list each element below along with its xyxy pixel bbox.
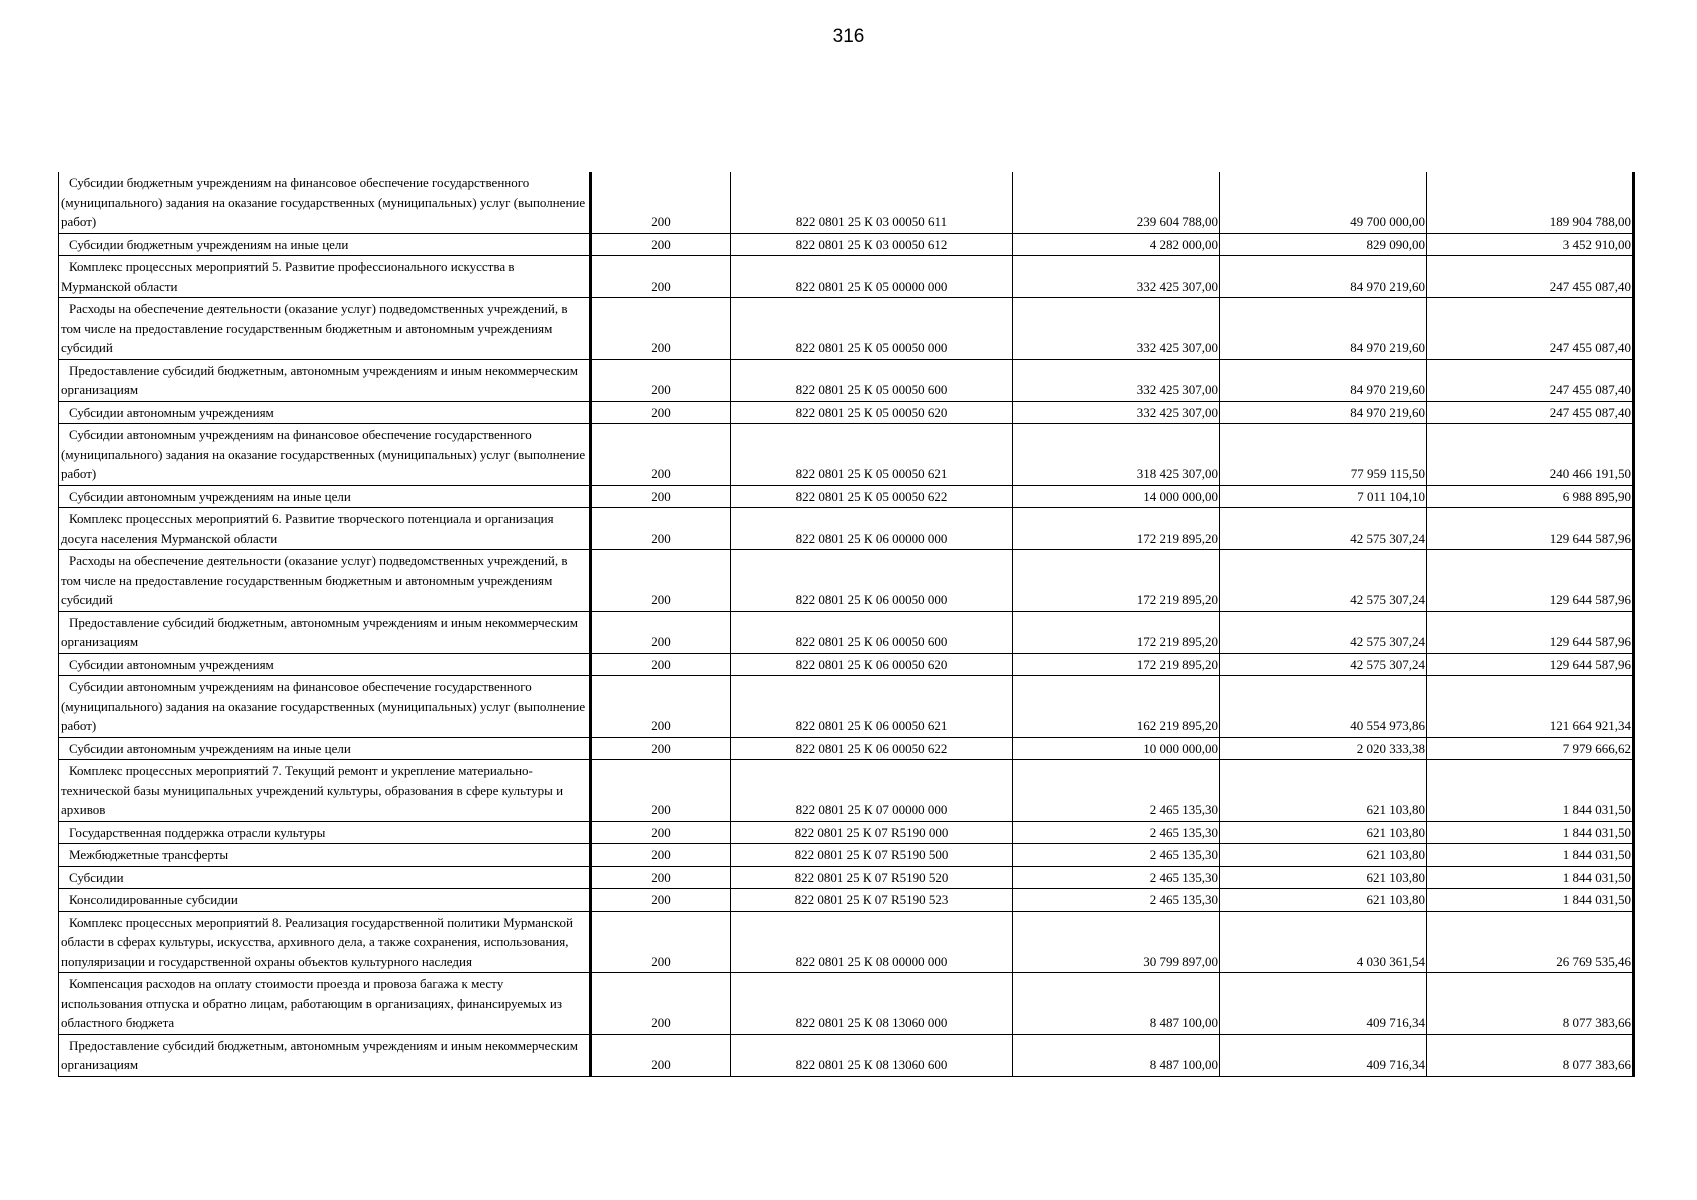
row-executed-cell: 2 020 333,38	[1220, 737, 1427, 760]
row-name-text: Субсидии бюджетным учреждениям на финансовое обеспечение государственного (муниципального) задания на оказание государственных (муниципальных) услуг (выполнение работ)	[61, 175, 586, 229]
row-name-text: Комплекс процессных мероприятий 7. Текущий ремонт и укрепление материально-технической базы муниципальных учреждений культуры, образования в сфере культуры и архивов	[61, 763, 564, 817]
row-code-cell: 200	[591, 889, 731, 912]
row-unexecuted-cell: 26 769 535,46	[1427, 911, 1634, 973]
row-kbk-cell: 822 0801 25 К 06 00050 000	[731, 550, 1013, 612]
row-executed-cell: 4 030 361,54	[1220, 911, 1427, 973]
row-kbk-cell: 822 0801 25 К 06 00050 620	[731, 653, 1013, 676]
row-executed-cell: 7 011 104,10	[1220, 485, 1427, 508]
table-row	[59, 424, 1634, 486]
row-approved-cell: 30 799 897,00	[1013, 911, 1220, 973]
table-row	[59, 401, 1634, 424]
row-approved-cell: 2 465 135,30	[1013, 889, 1220, 912]
row-name-text: Субсидии автономным учреждениям	[69, 656, 274, 672]
row-approved-cell: 172 219 895,20	[1013, 550, 1220, 612]
row-approved-cell: 2 465 135,30	[1013, 866, 1220, 889]
row-executed-cell: 84 970 219,60	[1220, 298, 1427, 360]
row-name-cell	[59, 821, 591, 844]
row-unexecuted-cell: 189 904 788,00	[1427, 172, 1634, 233]
row-unexecuted-cell: 247 455 087,40	[1427, 401, 1634, 424]
row-code-cell: 200	[591, 653, 731, 676]
row-code-cell: 200	[591, 973, 731, 1035]
row-name-text: Субсидии автономным учреждениям на иные цели	[69, 740, 351, 756]
row-kbk-cell: 822 0801 25 К 05 00000 000	[731, 256, 1013, 298]
table-row	[59, 508, 1634, 550]
row-kbk-cell: 822 0801 25 К 03 00050 612	[731, 233, 1013, 256]
row-kbk-cell: 822 0801 25 К 08 13060 000	[731, 973, 1013, 1035]
row-name-text: Субсидии автономным учреждениям на финансовое обеспечение государственного (муниципального) задания на оказание государственных (муниципальных) услуг (выполнение работ)	[61, 427, 586, 481]
row-unexecuted-cell: 1 844 031,50	[1427, 760, 1634, 822]
row-name-cell	[59, 973, 591, 1035]
row-unexecuted-cell: 1 844 031,50	[1427, 866, 1634, 889]
row-name-cell	[59, 676, 591, 738]
table-row	[59, 485, 1634, 508]
row-executed-cell: 49 700 000,00	[1220, 172, 1427, 233]
row-unexecuted-cell: 247 455 087,40	[1427, 298, 1634, 360]
row-name-text: Комплекс процессных мероприятий 8. Реализация государственной политики Мурманской области в сферах культуры, искусства, архивного дела, а также сохранения, использования, популяризации и государственной охраны объектов культурного наследия	[61, 914, 573, 969]
row-code-cell: 200	[591, 1034, 731, 1076]
row-kbk-cell: 822 0801 25 К 08 13060 600	[731, 1034, 1013, 1076]
row-unexecuted-cell: 8 077 383,66	[1427, 1034, 1634, 1076]
row-code-cell: 200	[591, 911, 731, 973]
row-code-cell: 200	[591, 866, 731, 889]
row-name-text: Субсидии бюджетным учреждениям на иные цели	[69, 236, 349, 252]
row-name-cell	[59, 611, 591, 653]
table-row	[59, 611, 1634, 653]
row-approved-cell: 172 219 895,20	[1013, 508, 1220, 550]
row-unexecuted-cell: 240 466 191,50	[1427, 424, 1634, 486]
table-row	[59, 172, 1634, 233]
row-approved-cell: 8 487 100,00	[1013, 1034, 1220, 1076]
row-kbk-cell: 822 0801 25 К 05 00050 620	[731, 401, 1013, 424]
row-executed-cell: 84 970 219,60	[1220, 256, 1427, 298]
row-approved-cell: 332 425 307,00	[1013, 298, 1220, 360]
row-kbk-cell: 822 0801 25 К 05 00050 600	[731, 359, 1013, 401]
row-executed-cell: 621 103,80	[1220, 760, 1427, 822]
row-approved-cell: 332 425 307,00	[1013, 256, 1220, 298]
row-name-cell	[59, 844, 591, 867]
row-name-text: Расходы на обеспечение деятельности (оказание услуг) подведомственных учреждений, в том числе на предоставление государственным бюджетным и автономным учреждениям субсидий	[61, 301, 568, 355]
row-executed-cell: 42 575 307,24	[1220, 653, 1427, 676]
row-code-cell: 200	[591, 172, 731, 233]
row-approved-cell: 2 465 135,30	[1013, 760, 1220, 822]
row-name-text: Комплекс процессных мероприятий 6. Развитие творческого потенциала и организация досуга населения Мурманской области	[61, 511, 554, 546]
row-unexecuted-cell: 247 455 087,40	[1427, 359, 1634, 401]
row-kbk-cell: 822 0801 25 К 05 00050 622	[731, 485, 1013, 508]
row-name-text: Консолидированные субсидии	[69, 892, 238, 907]
row-name-cell	[59, 760, 591, 822]
row-kbk-cell: 822 0801 25 К 07 00000 000	[731, 760, 1013, 822]
budget-table-body	[59, 172, 1634, 1076]
row-name-text: Предоставление субсидий бюджетным, автономным учреждениям и иным некоммерческим организациям	[61, 614, 578, 649]
row-code-cell: 200	[591, 424, 731, 486]
row-name-text: Предоставление субсидий бюджетным, автономным учреждениям и иным некоммерческим организациям	[61, 362, 578, 397]
row-code-cell: 200	[591, 550, 731, 612]
row-kbk-cell: 822 0801 25 К 06 00050 600	[731, 611, 1013, 653]
table-row	[59, 359, 1634, 401]
table-row	[59, 233, 1634, 256]
row-approved-cell: 172 219 895,20	[1013, 653, 1220, 676]
row-name-cell	[59, 401, 591, 424]
row-name-cell	[59, 424, 591, 486]
row-executed-cell: 409 716,34	[1220, 1034, 1427, 1076]
row-code-cell: 200	[591, 760, 731, 822]
table-row	[59, 1034, 1634, 1076]
table-row	[59, 911, 1634, 973]
row-approved-cell: 8 487 100,00	[1013, 973, 1220, 1035]
row-code-cell: 200	[591, 298, 731, 360]
row-name-text: Предоставление субсидий бюджетным, автономным учреждениям и иным некоммерческим организациям	[61, 1037, 578, 1072]
row-kbk-cell: 822 0801 25 К 08 00000 000	[731, 911, 1013, 973]
row-name-cell	[59, 866, 591, 889]
row-unexecuted-cell: 1 844 031,50	[1427, 844, 1634, 867]
row-name-text: Межбюджетные трансферты	[69, 847, 229, 862]
row-approved-cell: 2 465 135,30	[1013, 844, 1220, 867]
table-row	[59, 866, 1634, 889]
row-code-cell: 200	[591, 508, 731, 550]
row-name-text: Комплекс процессных мероприятий 5. Развитие профессионального искусства в Мурманской области	[61, 259, 515, 294]
table-row	[59, 676, 1634, 738]
row-name-cell	[59, 256, 591, 298]
row-executed-cell: 40 554 973,86	[1220, 676, 1427, 738]
row-approved-cell: 239 604 788,00	[1013, 172, 1220, 233]
table-row	[59, 653, 1634, 676]
row-name-cell	[59, 911, 591, 973]
row-unexecuted-cell: 129 644 587,96	[1427, 653, 1634, 676]
row-executed-cell: 621 103,80	[1220, 821, 1427, 844]
table-row	[59, 889, 1634, 912]
row-executed-cell: 42 575 307,24	[1220, 611, 1427, 653]
table-row	[59, 844, 1634, 867]
row-code-cell: 200	[591, 821, 731, 844]
row-name-text: Субсидии автономным учреждениям	[69, 404, 274, 420]
table-row	[59, 760, 1634, 822]
row-unexecuted-cell: 1 844 031,50	[1427, 821, 1634, 844]
row-unexecuted-cell: 121 664 921,34	[1427, 676, 1634, 738]
row-code-cell: 200	[591, 611, 731, 653]
row-code-cell: 200	[591, 844, 731, 867]
row-code-cell: 200	[591, 737, 731, 760]
row-name-text: Расходы на обеспечение деятельности (оказание услуг) подведомственных учреждений, в том числе на предоставление государственным бюджетным и автономным учреждениям субсидий	[61, 553, 568, 607]
row-code-cell: 200	[591, 359, 731, 401]
row-name-cell	[59, 485, 591, 508]
row-approved-cell: 172 219 895,20	[1013, 611, 1220, 653]
row-unexecuted-cell: 3 452 910,00	[1427, 233, 1634, 256]
table-row	[59, 298, 1634, 360]
row-name-cell	[59, 508, 591, 550]
table-row	[59, 550, 1634, 612]
row-name-text: Субсидии автономным учреждениям на иные цели	[69, 488, 351, 504]
row-executed-cell: 84 970 219,60	[1220, 359, 1427, 401]
row-kbk-cell: 822 0801 25 К 03 00050 611	[731, 172, 1013, 233]
row-unexecuted-cell: 1 844 031,50	[1427, 889, 1634, 912]
row-unexecuted-cell: 6 988 895,90	[1427, 485, 1634, 508]
row-name-text: Субсидии	[69, 869, 124, 885]
row-name-cell	[59, 1034, 591, 1076]
row-executed-cell: 621 103,80	[1220, 889, 1427, 912]
row-approved-cell: 10 000 000,00	[1013, 737, 1220, 760]
row-executed-cell: 77 959 115,50	[1220, 424, 1427, 486]
row-code-cell: 200	[591, 676, 731, 738]
row-executed-cell: 621 103,80	[1220, 844, 1427, 867]
row-name-text: Государственная поддержка отрасли культуры	[69, 824, 326, 840]
row-unexecuted-cell: 7 979 666,62	[1427, 737, 1634, 760]
row-name-cell	[59, 298, 591, 360]
row-unexecuted-cell: 247 455 087,40	[1427, 256, 1634, 298]
row-name-text: Субсидии автономным учреждениям на финансовое обеспечение государственного (муниципального) задания на оказание государственных (муниципальных) услуг (выполнение работ)	[61, 679, 586, 733]
row-executed-cell: 621 103,80	[1220, 866, 1427, 889]
row-code-cell: 200	[591, 233, 731, 256]
row-name-cell	[59, 653, 591, 676]
row-kbk-cell: 822 0801 25 К 07 R5190 500	[731, 844, 1013, 867]
row-approved-cell: 332 425 307,00	[1013, 401, 1220, 424]
row-name-cell	[59, 359, 591, 401]
table-row	[59, 737, 1634, 760]
row-name-cell	[59, 172, 591, 233]
row-approved-cell: 4 282 000,00	[1013, 233, 1220, 256]
row-executed-cell: 409 716,34	[1220, 973, 1427, 1035]
row-kbk-cell: 822 0801 25 К 06 00050 622	[731, 737, 1013, 760]
row-approved-cell: 332 425 307,00	[1013, 359, 1220, 401]
row-name-cell	[59, 889, 591, 912]
table-row	[59, 821, 1634, 844]
page-number: 316	[832, 26, 865, 47]
row-kbk-cell: 822 0801 25 К 06 00000 000	[731, 508, 1013, 550]
row-name-cell	[59, 233, 591, 256]
row-code-cell: 200	[591, 256, 731, 298]
row-kbk-cell: 822 0801 25 К 07 R5190 523	[731, 889, 1013, 912]
row-unexecuted-cell: 129 644 587,96	[1427, 611, 1634, 653]
row-code-cell: 200	[591, 401, 731, 424]
row-unexecuted-cell: 129 644 587,96	[1427, 550, 1634, 612]
row-approved-cell: 162 219 895,20	[1013, 676, 1220, 738]
row-name-cell	[59, 737, 591, 760]
budget-table	[58, 172, 1635, 1077]
row-executed-cell: 42 575 307,24	[1220, 550, 1427, 612]
row-kbk-cell: 822 0801 25 К 05 00050 000	[731, 298, 1013, 360]
row-unexecuted-cell: 129 644 587,96	[1427, 508, 1634, 550]
table-row	[59, 973, 1634, 1035]
row-name-cell	[59, 550, 591, 612]
row-name-text: Компенсация расходов на оплату стоимости проезда и провоза багажа к месту использования отпуска и обратно лицам, работающим в организациях, финансируемых из областного бюджета	[61, 976, 562, 1030]
row-executed-cell: 84 970 219,60	[1220, 401, 1427, 424]
row-executed-cell: 42 575 307,24	[1220, 508, 1427, 550]
row-executed-cell: 829 090,00	[1220, 233, 1427, 256]
row-kbk-cell: 822 0801 25 К 07 R5190 520	[731, 866, 1013, 889]
row-kbk-cell: 822 0801 25 К 05 00050 621	[731, 424, 1013, 486]
row-code-cell: 200	[591, 485, 731, 508]
row-approved-cell: 318 425 307,00	[1013, 424, 1220, 486]
row-approved-cell: 14 000 000,00	[1013, 485, 1220, 508]
row-kbk-cell: 822 0801 25 К 07 R5190 000	[731, 821, 1013, 844]
row-kbk-cell: 822 0801 25 К 06 00050 621	[731, 676, 1013, 738]
row-approved-cell: 2 465 135,30	[1013, 821, 1220, 844]
row-unexecuted-cell: 8 077 383,66	[1427, 973, 1634, 1035]
table-row	[59, 256, 1634, 298]
